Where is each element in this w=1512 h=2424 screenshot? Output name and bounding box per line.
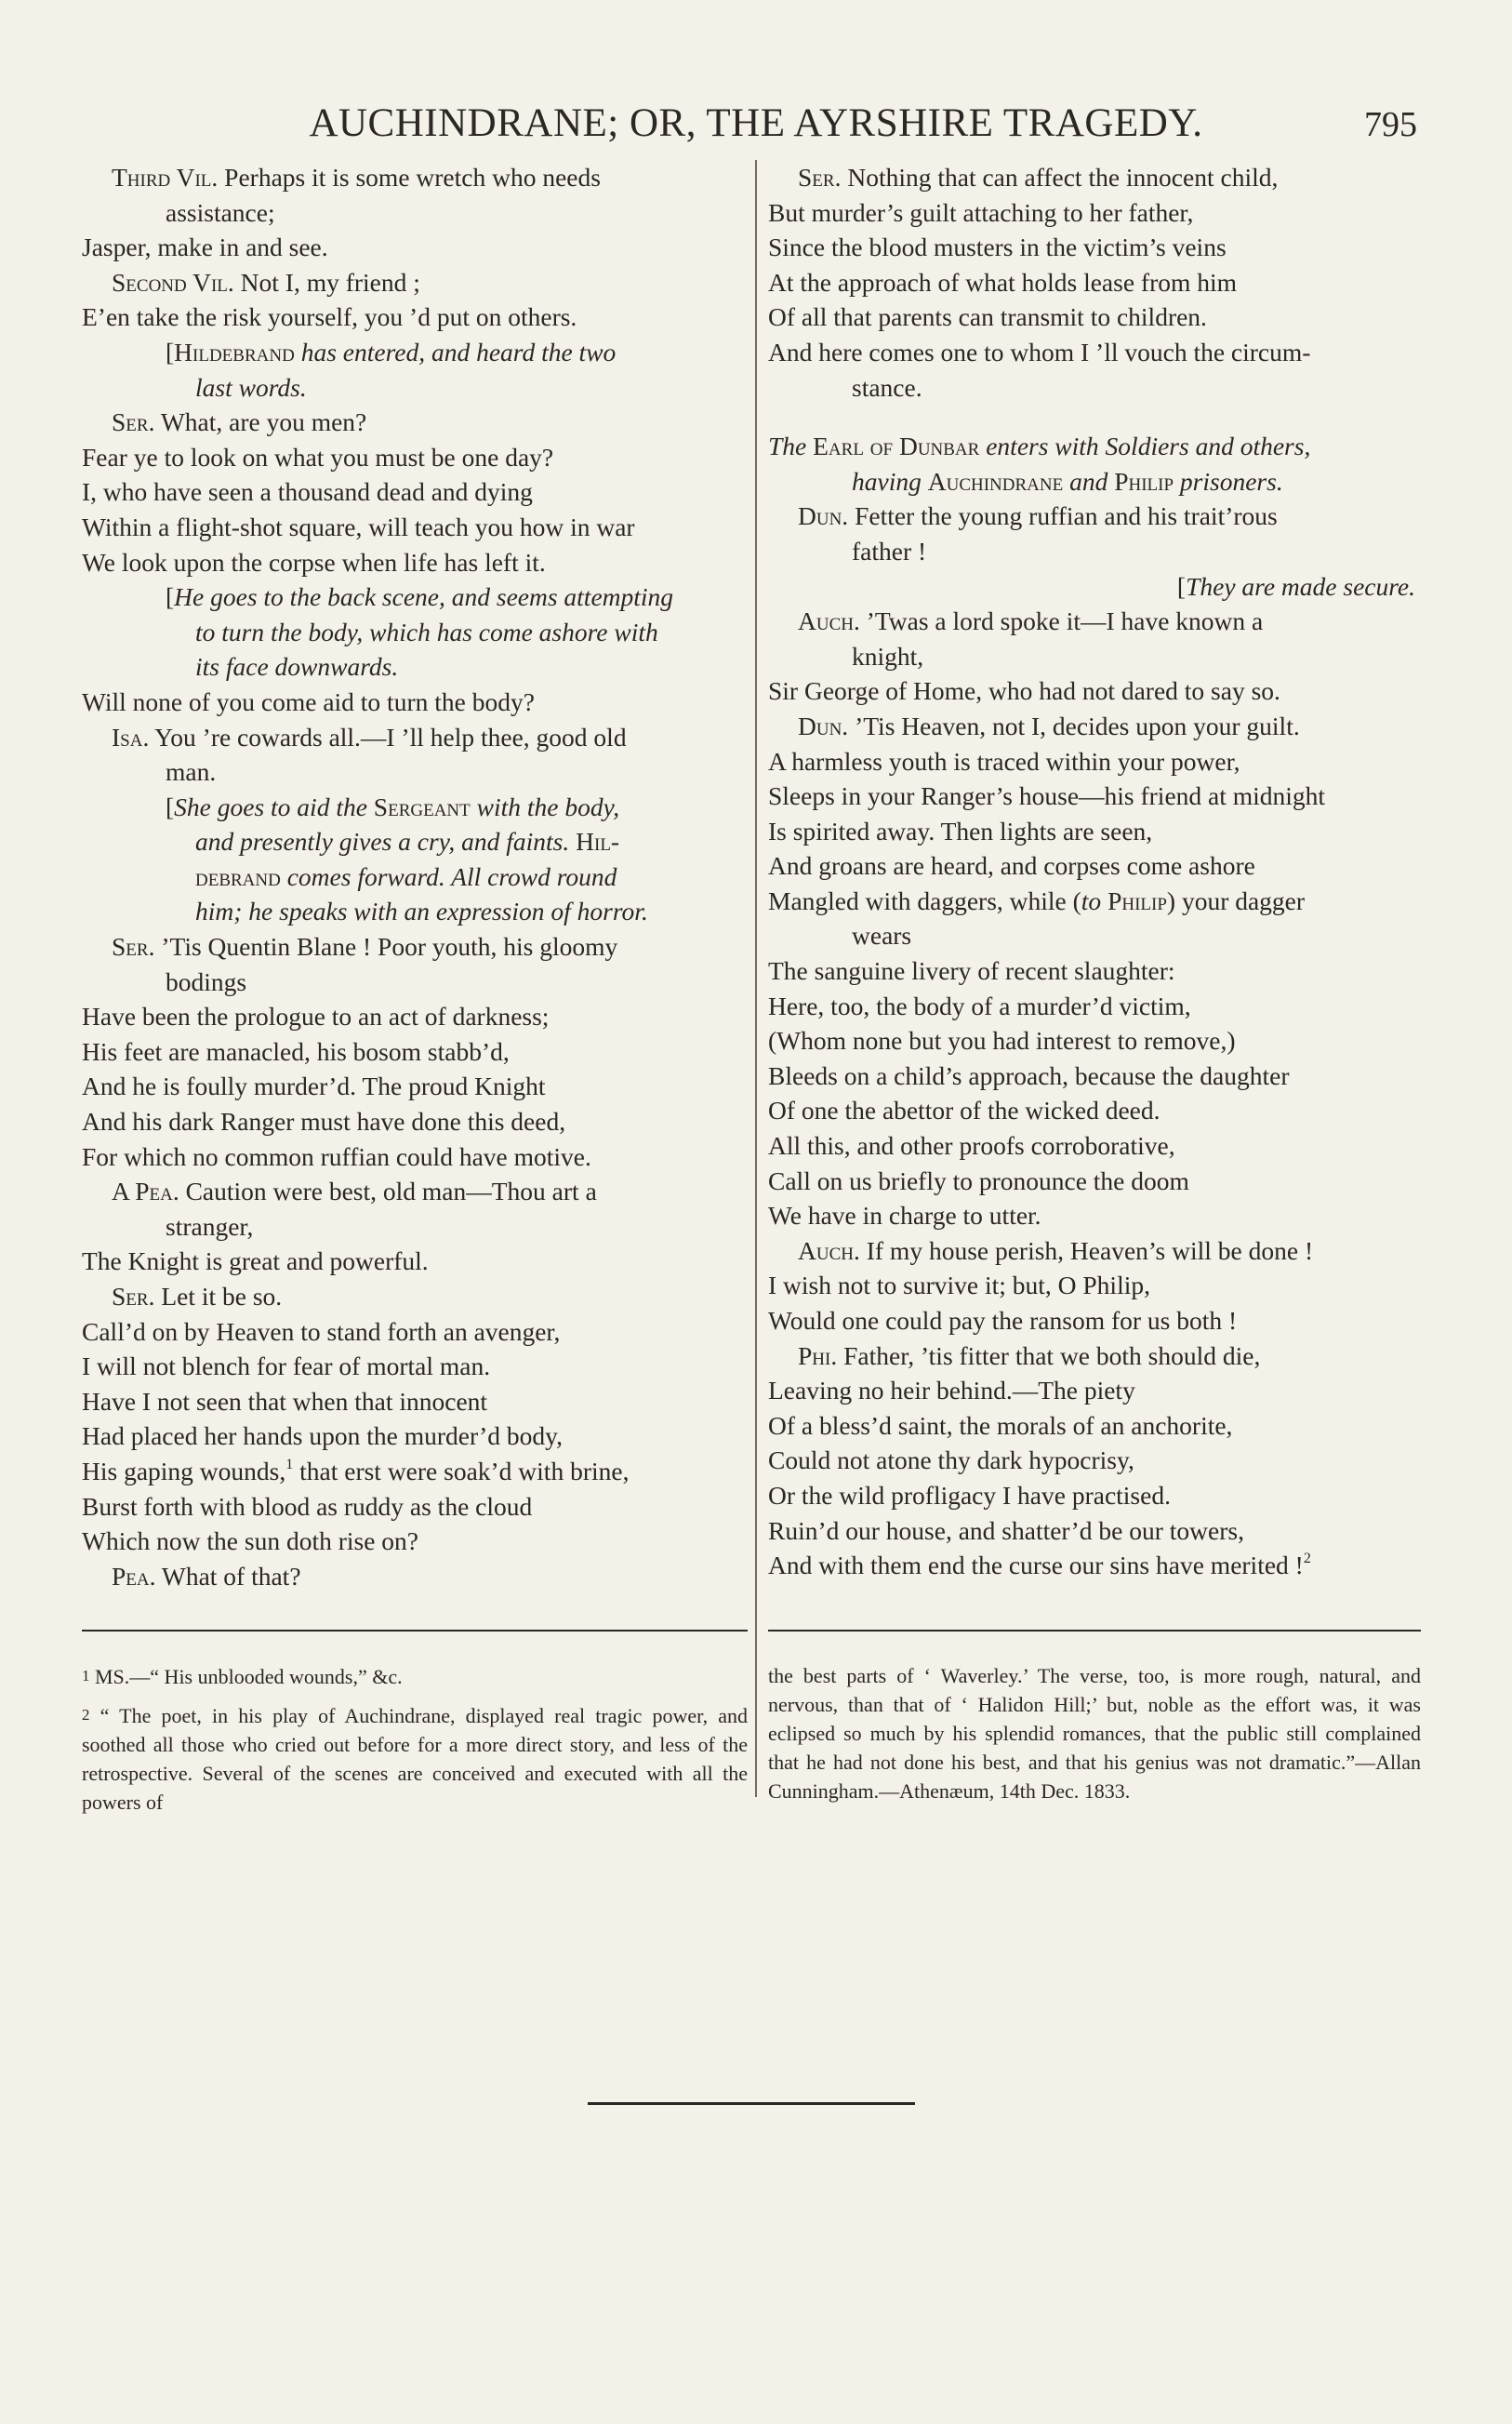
page-number: 795 (1364, 105, 1417, 144)
line-text: ’Tis Quentin Blane ! Poor youth, his gloomy (154, 932, 618, 962)
line-text: having (852, 466, 928, 496)
speaker-or-character-name: Phi. (798, 1340, 838, 1370)
speaker-or-character-name: Philip (1107, 886, 1167, 915)
line-text: ’Tis Heaven, not I, decides upon your guilt. (848, 711, 1300, 740)
text-line (82, 999, 748, 1034)
line-text: Sir George of Home, who had not dared to say so. (768, 676, 1280, 706)
text-line (82, 230, 748, 265)
text-line (768, 779, 1421, 814)
bottom-ornament-rule (588, 2102, 915, 2105)
speaker-or-character-name: Ser. (112, 1282, 155, 1311)
speaker-or-character-name: Hildebrand (174, 337, 295, 366)
speaker-or-character-name: Third Vil. (112, 163, 219, 192)
text-line (768, 709, 1421, 744)
line-text: Could not atone thy dark hypocrisy, (768, 1445, 1134, 1475)
text-line (82, 965, 748, 1000)
line-text: And here comes one to whom I ’ll vouch the circum- (768, 337, 1311, 366)
line-text: The sanguine livery of recent slaughter: (768, 956, 1175, 986)
text-line (82, 1349, 748, 1384)
line-text: Nothing that can affect the innocent child, (841, 163, 1279, 192)
speaker-or-character-name: Ser. (112, 407, 155, 437)
speaker-or-character-name: Auchindrane (927, 466, 1064, 496)
text-line (768, 884, 1421, 919)
line-text: Mangled with daggers, while ( (768, 886, 1081, 915)
text-line (768, 370, 1421, 406)
text-line (82, 1384, 748, 1419)
text-line (768, 569, 1421, 605)
line-text: Since the blood musters in the victim’s veins (768, 233, 1227, 262)
line-text: His feet are manacled, his bosom stabb’d, (82, 1036, 510, 1066)
footnote-1-text: MS.—“ His unblooded wounds,” &c. (95, 1665, 403, 1688)
line-text: Burst forth with blood as ruddy as the cloud (82, 1491, 533, 1521)
footnote-rule-right (768, 1630, 1421, 1632)
line-text: He goes to the back scene, and seems attempting (174, 582, 674, 612)
line-text: Which now the sun doth rise on? (82, 1526, 419, 1556)
line-text: to (1081, 886, 1102, 915)
line-text: its face downwards. (195, 652, 399, 682)
line-text: And with them end the curse our sins have merited ! (768, 1551, 1304, 1580)
line-text: ’Twas a lord spoke it—I have known a (859, 606, 1264, 636)
line-text: Will none of you come aid to turn the body? (82, 686, 535, 716)
line-text: Fetter the young ruffian and his trait’rous (848, 501, 1278, 531)
running-header (0, 100, 1512, 156)
line-text: comes forward. All crowd round (280, 861, 617, 891)
line-text: Within a flight-shot square, will teach you how in war (82, 512, 635, 541)
text-line (82, 370, 748, 406)
line-text: Of one the abettor of the wicked deed. (768, 1096, 1161, 1125)
text-line (82, 1209, 748, 1245)
text-line (768, 953, 1421, 989)
text-line (82, 474, 748, 510)
footnote-1 (82, 1661, 748, 1691)
text-line (82, 335, 748, 370)
text-line (768, 1059, 1421, 1094)
line-text: Call’d on by Heaven to stand forth an avenger, (82, 1316, 561, 1346)
line-text: bodings (166, 966, 247, 996)
text-line (768, 848, 1421, 884)
text-line (768, 1198, 1421, 1233)
blank-line (768, 405, 1421, 429)
line-text: that erst were soak’d with brine, (293, 1456, 630, 1485)
line-text: (Whom none but you had interest to remove,) (768, 1026, 1236, 1056)
right-text-column (768, 160, 1421, 1583)
line-text: Fear ye to look on what you must be one day? (82, 442, 554, 472)
text-line (768, 673, 1421, 709)
text-line (82, 265, 748, 300)
line-text: father ! (852, 536, 927, 566)
text-line (768, 1513, 1421, 1549)
footnote-2 (82, 1700, 748, 1817)
line-text: E’en take the risk yourself, you ’d put on others. (82, 302, 577, 332)
text-line (82, 615, 748, 650)
text-line (768, 265, 1421, 300)
line-text: Ruin’d our house, and shatter’d be our towers, (768, 1515, 1244, 1545)
line-text: Is spirited away. Then lights are seen, (768, 816, 1153, 846)
text-line (82, 1418, 748, 1454)
line-text: Of a bless’d saint, the morals of an anchorite, (768, 1410, 1233, 1440)
line-text: She goes to aid the (174, 792, 374, 821)
line-text: And groans are heard, and corpses come ashore (768, 851, 1255, 881)
text-line (82, 790, 748, 825)
text-line (82, 754, 748, 790)
left-text-column (82, 160, 748, 1593)
footnote-2-continued: the best parts of ‘ Waverley.’ The verse, too, is more rough, natural, and nervous, than that of ‘ Halidon Hill;’ but, noble as the effort was, it was eclipsed so much by his splendid romances, that the public still complained that he had not done his best, and that his genius was not dramatic.”—Allan Cunningham.—Athenæum, 14th Dec. 1833. (768, 1664, 1421, 1803)
footnote-2-text: “ The poet, in his play of Auchindrane, displayed real tragic power, and soothed all those who cried out before for a more direct story, and less of the retrospective. Several of the scenes are conceived and executed with all the powers of (82, 1704, 748, 1814)
line-text: with the body, (470, 792, 620, 821)
line-text: Let it be so. (154, 1282, 283, 1311)
text-line (82, 720, 748, 755)
line-text: to turn the body, which has come ashore with (195, 617, 658, 646)
speaker-or-character-name: Dun. (798, 711, 849, 740)
text-line (82, 1559, 748, 1594)
text-line (768, 918, 1421, 953)
text-line (768, 744, 1421, 779)
text-line (768, 1443, 1421, 1478)
line-text: Had placed her hands upon the murder’d body, (82, 1421, 563, 1451)
line-text: But murder’s guilt attaching to her father, (768, 197, 1194, 227)
line-text: The (768, 432, 814, 461)
line-text: They are made secure. (1186, 571, 1415, 601)
line-text: The Knight is great and powerful. (82, 1246, 429, 1276)
line-text: has entered, and heard the two (294, 337, 617, 366)
line-text: Caution were best, old man—Thou art a (179, 1177, 597, 1206)
line-text: knight, (852, 641, 924, 671)
line-text: We have in charge to utter. (768, 1201, 1041, 1231)
text-line (82, 1104, 748, 1139)
text-line (768, 195, 1421, 231)
text-line (768, 1373, 1421, 1408)
footnotes-left (82, 1661, 748, 1826)
line-text: [ (166, 792, 175, 821)
text-line (768, 1339, 1421, 1374)
text-line (768, 464, 1421, 499)
speaker-or-character-name: Earl of Dunbar (813, 432, 980, 461)
footnote-1-mark: 1 (82, 1667, 90, 1685)
text-line (82, 160, 748, 195)
line-text: Or the wild profligacy I have practised. (768, 1480, 1171, 1510)
text-line (768, 1233, 1421, 1269)
line-text: I will not blench for fear of mortal man. (82, 1352, 491, 1381)
footnote-2-mark: 2 (82, 1706, 90, 1724)
text-line (82, 1454, 748, 1489)
text-line (82, 1489, 748, 1525)
speaker-or-character-name: Auch. (798, 606, 860, 636)
text-line (768, 534, 1421, 569)
text-line (768, 230, 1421, 265)
speaker-or-character-name: Dun. (798, 501, 849, 531)
line-text: stranger, (166, 1211, 254, 1241)
text-line (82, 545, 748, 580)
line-text: last words. (195, 372, 307, 402)
line-text: [ (166, 582, 175, 612)
line-text: Leaving no heir behind.—The piety (768, 1376, 1135, 1405)
line-text: And his dark Ranger must have done this deed, (82, 1107, 566, 1137)
speaker-or-character-name: Ser. (798, 163, 842, 192)
footnotes-right (768, 1661, 1421, 1815)
text-line (768, 1164, 1421, 1199)
text-line (82, 1279, 748, 1314)
text-line (82, 1244, 748, 1279)
speaker-or-character-name: Pea. (112, 1561, 156, 1591)
line-text: Of all that parents can transmit to children. (768, 302, 1207, 332)
speaker-or-character-name: Ser. (112, 932, 155, 962)
text-line (82, 929, 748, 965)
text-line (768, 429, 1421, 464)
text-line (82, 1139, 748, 1175)
text-line (82, 1069, 748, 1104)
footnote-rule-left (82, 1630, 748, 1632)
line-text: him; he speaks with an expression of horror. (195, 897, 648, 926)
line-text: stance. (852, 372, 922, 402)
text-line (768, 499, 1421, 534)
line-text: enters with Soldiers and others, (979, 432, 1311, 461)
speaker-or-character-name: A Pea. (112, 1177, 179, 1206)
line-text: For which no common ruffian could have motive. (82, 1141, 591, 1171)
text-line (768, 300, 1421, 335)
line-text: A harmless youth is traced within your power, (768, 746, 1240, 776)
line-text: Father, ’tis fitter that we both should die, (837, 1340, 1261, 1370)
line-text: [ (1176, 571, 1187, 601)
text-line (768, 1023, 1421, 1059)
text-line (82, 649, 748, 685)
line-text: Here, too, the body of a murder’d victim, (768, 991, 1191, 1020)
text-line (82, 300, 748, 335)
line-text: man. (166, 757, 217, 787)
speaker-or-character-name: Hil- (576, 827, 620, 857)
line-text: wears (852, 921, 912, 951)
line-text: If my house perish, Heaven’s will be done ! (859, 1235, 1314, 1265)
text-line (82, 579, 748, 615)
text-line (82, 1314, 748, 1350)
text-line (768, 1268, 1421, 1303)
text-line (768, 1128, 1421, 1164)
line-text: and (1063, 466, 1115, 496)
line-text: Would one could pay the ransom for us both ! (768, 1306, 1238, 1335)
column-divider (755, 160, 757, 1797)
line-text: [ (166, 337, 175, 366)
line-text: prisoners. (1174, 466, 1283, 496)
text-line (768, 639, 1421, 674)
line-text: I wish not to survive it; but, O Philip, (768, 1271, 1150, 1300)
line-text: What, are you men? (154, 407, 367, 437)
line-text: Bleeds on a child’s approach, because the daughter (768, 1060, 1290, 1090)
line-text: assistance; (166, 197, 275, 227)
line-text: Perhaps it is some wretch who needs (218, 163, 601, 192)
line-text: Sleeps in your Ranger’s house—his friend at midnight (768, 781, 1326, 811)
line-text: We look upon the corpse when life has left it. (82, 547, 546, 577)
speaker-or-character-name: Philip (1114, 466, 1174, 496)
text-line (768, 1303, 1421, 1339)
line-text: Jasper, make in and see. (82, 233, 328, 262)
text-line (768, 1093, 1421, 1128)
speaker-or-character-name: Sergeant (373, 792, 471, 821)
speaker-or-character-name: Isa. (112, 722, 150, 752)
line-text: Have been the prologue to an act of darkness; (82, 1002, 550, 1032)
text-line (82, 405, 748, 440)
footnote-ref: 1 (285, 1456, 294, 1472)
text-line (82, 894, 748, 929)
text-line (82, 440, 748, 475)
speaker-or-character-name: Auch. (798, 1235, 860, 1265)
line-text: and presently gives a cry, and faints. (195, 827, 577, 857)
text-line (768, 604, 1421, 639)
line-text: His gaping wounds, (82, 1456, 286, 1485)
line-text: Have I not seen that when that innocent (82, 1386, 488, 1416)
text-line (768, 814, 1421, 849)
footnote-ref: 2 (1303, 1551, 1311, 1567)
speaker-or-character-name: Second Vil. (112, 267, 234, 297)
text-line (82, 1034, 748, 1070)
text-line (82, 685, 748, 720)
line-text: What of that? (155, 1561, 301, 1591)
running-title: AUCHINDRANE; OR, THE AYRSHIRE TRAGEDY. (309, 101, 1203, 145)
line-text: All this, and other proofs corroborative, (768, 1131, 1175, 1161)
text-line (768, 1478, 1421, 1513)
speaker-or-character-name: debrand (195, 861, 281, 891)
line-text: ) your dagger (1166, 886, 1306, 915)
text-line (768, 160, 1421, 195)
text-line (82, 195, 748, 231)
text-line (768, 989, 1421, 1024)
text-line (82, 510, 748, 545)
text-line (82, 1524, 748, 1559)
text-line (768, 1408, 1421, 1444)
text-line (768, 335, 1421, 370)
line-text: I, who have seen a thousand dead and dying (82, 477, 533, 507)
line-text: And he is foully murder’d. The proud Knight (82, 1072, 546, 1101)
line-text: Not I, my friend ; (233, 267, 420, 297)
line-text: You ’re cowards all.—I ’ll help thee, good old (149, 722, 627, 752)
line-text: Call on us briefly to pronounce the doom (768, 1165, 1189, 1195)
text-line (768, 1548, 1421, 1583)
text-line (82, 824, 748, 859)
text-line (82, 859, 748, 895)
line-text: At the approach of what holds lease from him (768, 267, 1238, 297)
text-line (82, 1174, 748, 1209)
